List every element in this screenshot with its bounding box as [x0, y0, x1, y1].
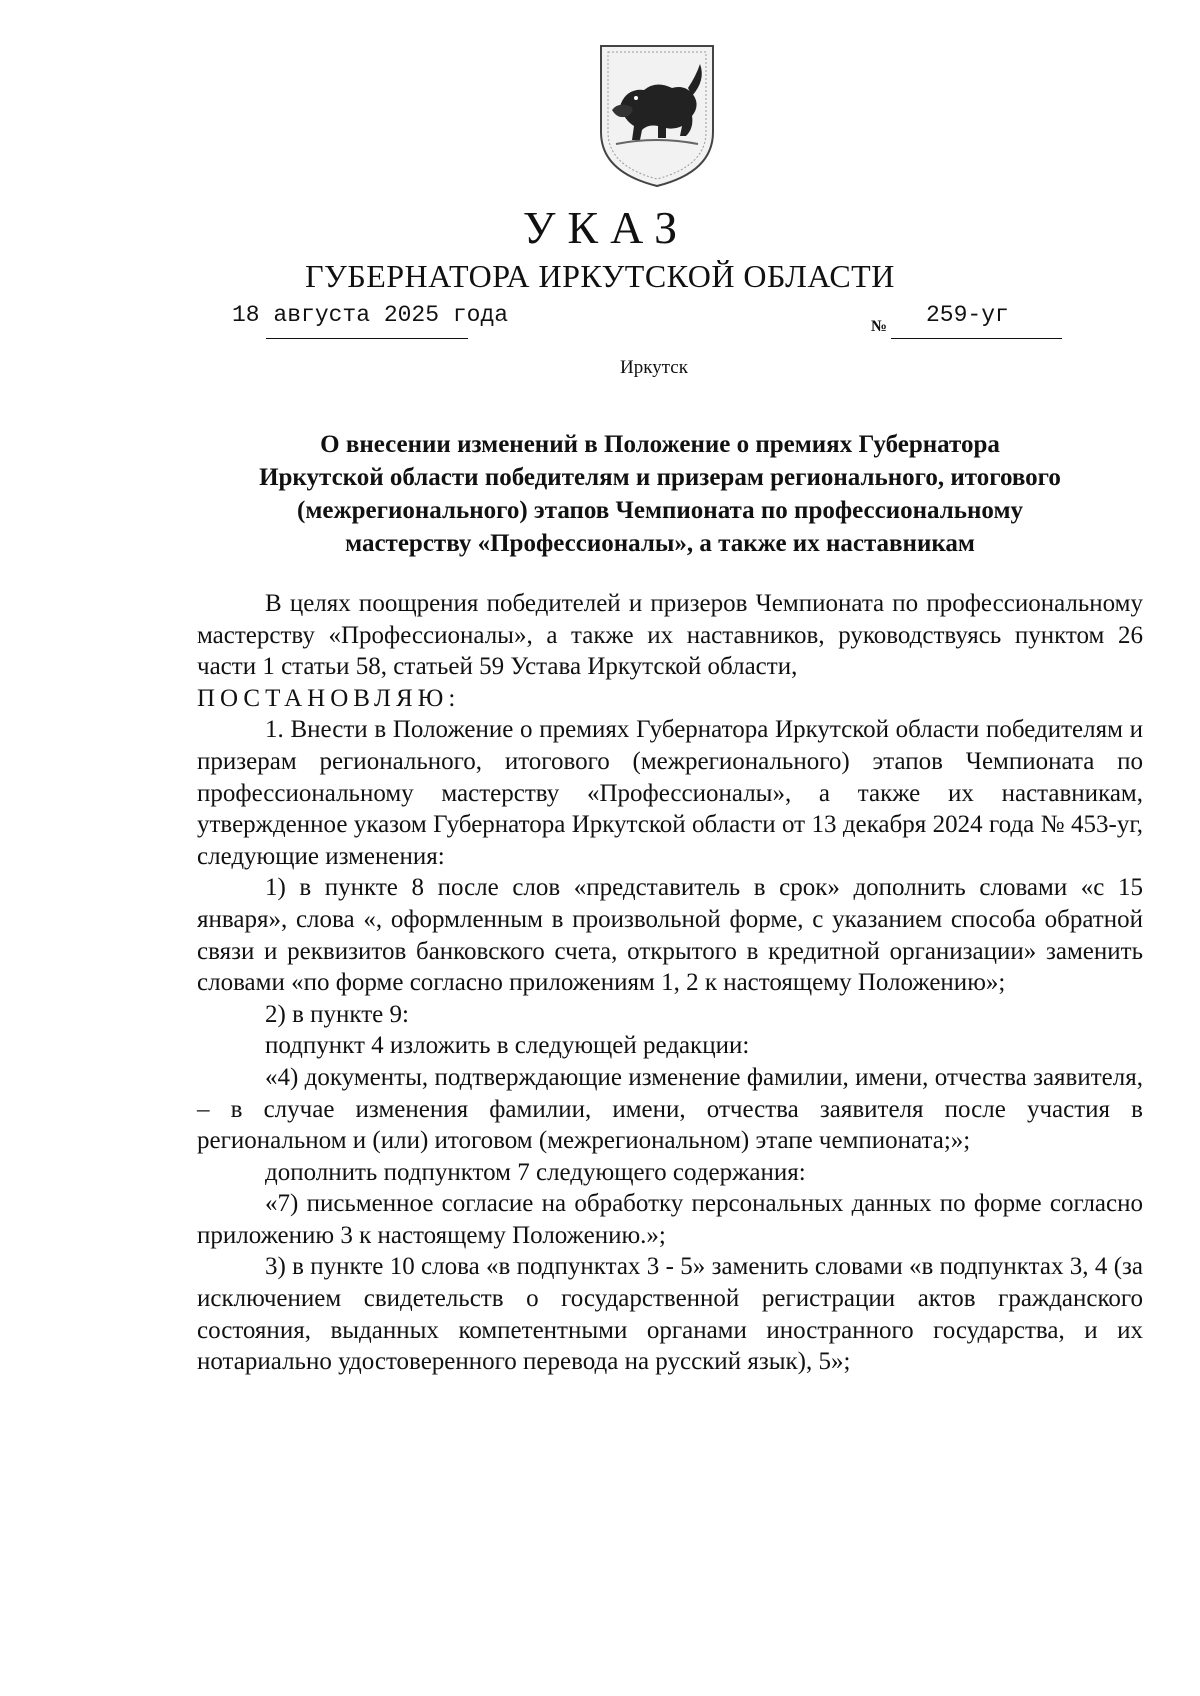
document-body — [197, 588, 1143, 1378]
document-title — [180, 428, 1140, 560]
body-paragraph: 3) в пункте 10 слова «в подпунктах 3 - 5» заменить словами «в подпунктах 3, 4 (за исключением свидетельств о государственной регистрации актов гражданского состояния, выданных компетентными органами иностранного государства, и их нотариально удостоверенного перевода на русский язык), 5»; — [197, 1253, 1143, 1376]
babr-emblem-icon — [596, 40, 718, 190]
document-type: УКАЗ — [522, 202, 690, 253]
title-line: Иркутской области победителям и призерам регионального, итогового — [259, 464, 1061, 491]
number-underline — [891, 338, 1062, 339]
body-paragraph: В целях поощрения победителей и призеров Чемпионата по профессиональному мастерству «Профессионалы», а также их наставников, руководствуясь пунктом 26 части 1 статьи 58, статьей 59 Устава Иркутской области, — [197, 590, 1143, 681]
title-line: (межрегионального) этапов Чемпионата по профессиональному — [297, 497, 1023, 524]
issuer-title: ГУБЕРНАТОРА ИРКУТСКОЙ ОБЛАСТИ — [305, 258, 895, 294]
body-paragraph: подпункт 4 изложить в следующей редакции: — [265, 1032, 750, 1060]
document-city: Иркутск — [620, 357, 688, 378]
body-paragraph: 1) в пункте 8 после слов «представитель в срок» дополнить словами «с 15 января», слова «, оформленным в произвольной форме, с указанием способа обратной связи и реквизитов банковского счета, открытого в кредитной организации» заменить словами «по форме согласно приложениям 1, 2 к настоящему Положению»; — [197, 874, 1143, 997]
body-paragraph: «4) документы, подтверждающие изменение фамилии, имени, отчества заявителя, – в случае изменения фамилии, имени, отчества заявителя после участия в региональном и (или) итоговом (межрегиональном) этапе чемпионата;»; — [197, 1063, 1143, 1155]
date-underline — [266, 338, 468, 339]
decree-word: ПОСТАНОВЛЯЮ: — [197, 684, 461, 712]
body-paragraph: дополнить подпунктом 7 следующего содержания: — [265, 1158, 806, 1186]
body-paragraph: 1. Внести в Положение о премиях Губернатора Иркутской области победителям и призерам регионального, итогового (межрегионального) этапов Чемпионата по профессиональному мастерству «Профессионалы», а также их наставникам, утвержденное указом Губернатора Иркутской области от 13 декабря 2024 года № 453-уг, следующие изменения: — [197, 716, 1143, 870]
number-sign: № — [871, 318, 888, 335]
document-number: 259-уг — [926, 302, 1009, 328]
document-date: 18 августа 2025 года — [232, 302, 509, 328]
body-paragraph: 2) в пункте 9: — [265, 1000, 409, 1028]
coat-of-arms-emblem — [596, 40, 718, 190]
title-line: О внесении изменений в Положение о премиях Губернатора — [320, 431, 1000, 458]
body-paragraph: «7) письменное согласие на обработку персональных данных по форме согласно приложению 3 к настоящему Положению.»; — [197, 1190, 1143, 1249]
title-line: мастерству «Профессионалы», а также их наставникам — [345, 530, 975, 557]
